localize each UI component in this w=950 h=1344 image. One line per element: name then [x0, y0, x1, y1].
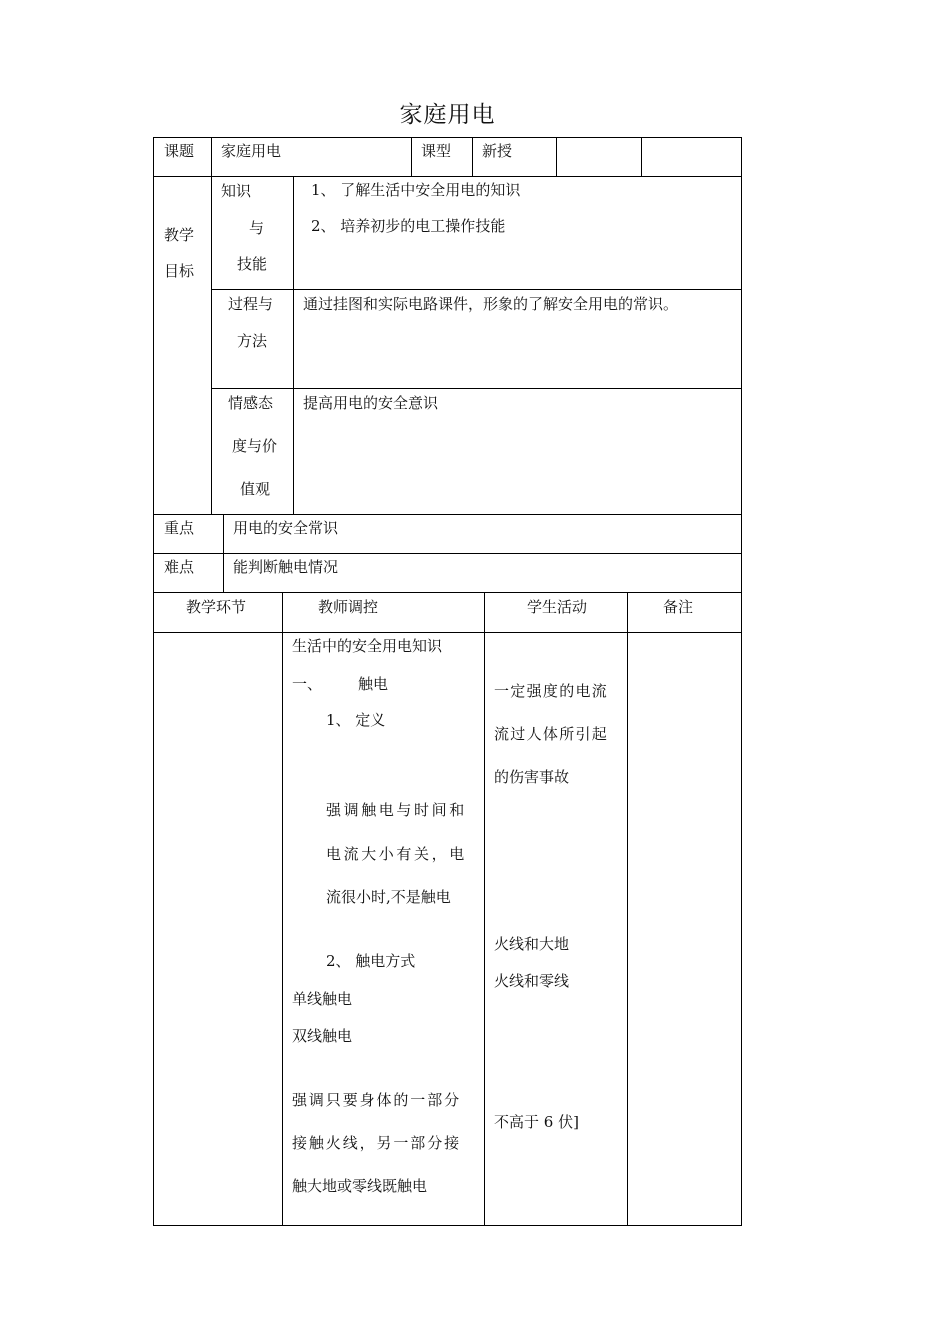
- col-divider: [282, 592, 283, 1226]
- knowledge-label: 与: [249, 219, 265, 237]
- row-divider: [153, 553, 742, 554]
- student-answer: 火线和大地: [494, 935, 570, 953]
- col-divider: [627, 592, 628, 1226]
- knowledge-label: 知识: [221, 182, 252, 200]
- type-label: 课型: [421, 142, 452, 160]
- table-border-left: [153, 137, 154, 1226]
- row-divider: [153, 592, 742, 593]
- teacher-emphasis: 电流大小有关，电: [326, 845, 467, 863]
- table-border-right: [741, 137, 742, 1226]
- subject-label: 课题: [164, 142, 195, 160]
- col-divider: [223, 514, 224, 593]
- mode-item: 双线触电: [292, 1027, 353, 1045]
- col-divider: [472, 137, 473, 177]
- type-value: 新授: [482, 142, 513, 160]
- col-divider: [211, 137, 212, 177]
- column-header-notes: 备注: [663, 598, 694, 616]
- subsection-definition: 1、 定义: [326, 711, 386, 729]
- emotion-label: 情感态: [228, 394, 274, 412]
- student-definition: 的伤害事故: [494, 768, 570, 786]
- knowledge-item: 2、 培养初步的电工操作技能: [311, 217, 506, 235]
- row-divider: [153, 176, 742, 177]
- student-definition: 流过人体所引起: [494, 725, 609, 743]
- row-divider: [153, 514, 742, 515]
- column-header-teacher: 教师调控: [318, 598, 379, 616]
- col-divider: [293, 176, 294, 515]
- emotion-content: 提高用电的安全意识: [303, 394, 439, 412]
- teacher-heading: 生活中的安全用电知识: [292, 637, 443, 655]
- difficulty-content: 能判断触电情况: [233, 558, 339, 576]
- row-divider: [211, 289, 742, 290]
- teacher-emphasis: 强调只要身体的一部分: [292, 1091, 462, 1109]
- process-label: 过程与: [228, 295, 274, 313]
- page-title: 家庭用电: [399, 102, 496, 128]
- table-border-top: [153, 137, 742, 138]
- teacher-emphasis: 强调触电与时间和: [326, 801, 467, 819]
- knowledge-item: 1、 了解生活中安全用电的知识: [311, 181, 521, 199]
- teacher-emphasis: 接触火线，另一部分接: [292, 1134, 462, 1152]
- student-answer: 不高于 6 伏]: [494, 1113, 579, 1131]
- column-header-stage: 教学环节: [186, 598, 247, 616]
- column-header-student: 学生活动: [527, 598, 588, 616]
- row-divider: [153, 632, 742, 633]
- objectives-label: 教学: [164, 226, 195, 244]
- section-number: 一、: [292, 675, 323, 693]
- student-definition: 一定强度的电流: [494, 682, 609, 700]
- col-divider: [641, 137, 642, 177]
- subsection-modes: 2、 触电方式: [326, 952, 416, 970]
- col-divider: [484, 592, 485, 1226]
- col-divider: [556, 137, 557, 177]
- process-label: 方法: [237, 332, 268, 350]
- key-point-content: 用电的安全常识: [233, 519, 339, 537]
- key-point-label: 重点: [164, 519, 195, 537]
- section-title: 触电: [358, 675, 389, 693]
- knowledge-label: 技能: [237, 255, 268, 273]
- teacher-emphasis: 流很小时,不是触电: [326, 888, 451, 906]
- objectives-label: 目标: [164, 262, 195, 280]
- process-content: 通过挂图和实际电路课件，形象的了解安全用电的常识。: [303, 295, 679, 313]
- table-border-bottom: [153, 1225, 742, 1226]
- student-answer: 火线和零线: [494, 972, 570, 990]
- emotion-label: 度与价: [232, 437, 278, 455]
- emotion-label: 值观: [240, 480, 271, 498]
- col-divider: [211, 176, 212, 515]
- subject-value: 家庭用电: [221, 142, 282, 160]
- row-divider: [211, 388, 742, 389]
- teacher-emphasis: 触大地或零线既触电: [292, 1177, 428, 1195]
- mode-item: 单线触电: [292, 990, 353, 1008]
- difficulty-label: 难点: [164, 558, 195, 576]
- col-divider: [411, 137, 412, 177]
